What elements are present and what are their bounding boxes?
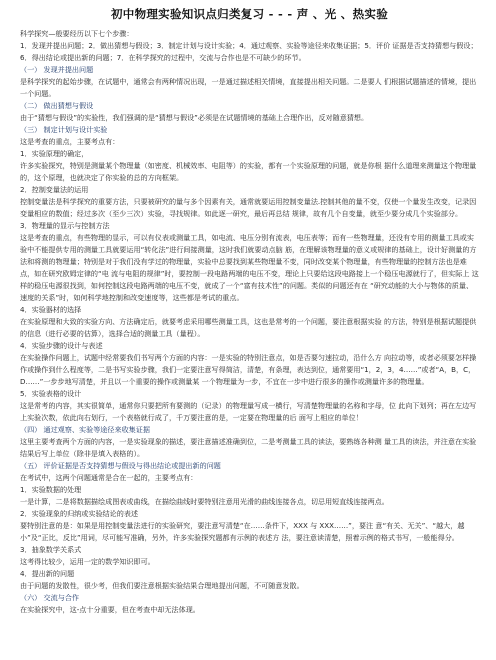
numbered-heading: 1．实验数据的处理 bbox=[20, 485, 82, 494]
document-title: 初中物理实验知识点归类复习 - - - 声 、光 、热实验 bbox=[110, 7, 389, 21]
document-body bbox=[20, 28, 479, 616]
paragraph: 这里主要考查两个方面的内容，一是实验现象的描述，要注意描述准确到位，二是考测量工具的读法，要熟练各种测 量工具的读法，并注意在实验结果后写上单位（除非是填入表格的）。 bbox=[20, 437, 477, 458]
paragraph: 控制变量法是科学探究的重要方法，只要被研究的量与多个因素有关，通常就要运用控制变量法.控制其他的量不变，仅使一个量发生改变，记录因变量相应的数值；经过多次（至少三次）实验，寻找规律。如此逐一研究，最后再总结 规律，故有几个自变量，就至少要分成几个实验部分。 bbox=[20, 197, 477, 218]
paragraph: 这是考查的重点，有些物理的显示，可以有仪表或测量工具，如电流、电压分别有流表，电压表等；而有一些物理量，还没有专用的测量工具或实验中不能提供专用的测量工具就要运用“转化法”进行间接测量，这时我们就要动点脑 筋，在理解该物理量的意义或规律的基础上，设计好测量的方法和将测的物理量；特别是对于我们没有学过的物理量，实验中总要找到某些物理量不变，同时改变某个物理量，有些物理量的控制方法也是难点，如在研究欧姆定律的“电 流与电阻的规律”时，要控制一段电路两端的电压不变，理论上只要给这段电路接上一个稳压电源就行了，但实际上 这样的稳压电源很找到，如何控制这段电路两端的电压不变，就成了一个“富有技术性”的问题。类似的问题还有在 “研究动能的大小与物体的质量、速度的关系”时，如何科学地控制和改变速度等，这些都是考试的重点。 bbox=[20, 233, 479, 302]
section-heading: （四） 通过观察、实验等途径来收集证据 bbox=[20, 425, 150, 434]
numbered-heading: 4．实验器材的选择 bbox=[20, 305, 82, 314]
paragraph: 在实验探究中，这-点十分重要，但在考查中却无法体现。 bbox=[20, 605, 200, 614]
section-heading: （五） 评价证据是否支持猜想与假设与得出结论或提出新的问题 bbox=[20, 461, 221, 470]
paragraph: 由于“猜想与假设”的实验性，我们强调的是“猜想与假设”必须是在试题情境的基础上合理作出，反对随意猜想。 bbox=[20, 113, 369, 122]
numbered-heading: 3．抽象数学关系式 bbox=[20, 545, 82, 554]
section-heading: （二） 做出猜想与假设 bbox=[20, 101, 94, 110]
numbered-heading: 4．提出新的问题 bbox=[20, 569, 75, 578]
section-heading: （一） 发现并提出问题 bbox=[20, 65, 94, 74]
numbered-heading: 5．实验表格的设计 bbox=[20, 389, 82, 398]
paragraph: 是科学探究的起始步骤，在试题中，通常会有两种情况出现，一是通过描述相关情境，直接提出相关问题。二是要人 们根据试题描述的情境，提出一个问题。 bbox=[20, 77, 477, 98]
numbered-heading: 1．实验原理的确定， bbox=[20, 149, 89, 158]
paragraph: 在考试中，这两个问题通常是合在一起的，主要考点有： bbox=[20, 473, 198, 482]
paragraph: 科学探究—般要经历以下七个步骤： bbox=[20, 29, 134, 38]
paragraph: 一是计算，二是将数据描绘成图表或曲线，在描绘曲线时要特别注意用光滑的曲线连接各点，切忌用短直线连接两点。 bbox=[20, 497, 389, 506]
paragraph: 这是考查的重点，主要考点有： bbox=[20, 137, 120, 146]
paragraph: 要特别注意的是：如果是用控制变量法进行的实验研究，要注意写清楚“在……条件下，XXX 与 XXX……”，要注 意“有关、无关”、“越大，越小”及“正比，反比”用词，尽可能写准确，另外，许多实验探究题都有示例的表述方 法，要注意读清楚，照着示例的格式书写，一般能得分。 bbox=[20, 521, 465, 542]
numbered-heading: 2．控制变量法的运用 bbox=[20, 185, 89, 194]
numbered-heading: 2．实验现象的归纳或实验结论的表述 bbox=[20, 509, 139, 518]
paragraph: 在实验操作问题上，试题中经常要我们书写两个方面的内容：一是实验的特别注意点，如是否要匀速拉动，沿什么方 向拉动等，或者必须要怎样操作或操作到什么程度等，二是书写实验步骤，我们一定要注意写得简洁，清楚，有条理，表达到位，通常要用“1，2，3，4……”或者“A，B，C，D……”一步步地写清楚，并且以一个重要的操作或测量某 一个物理量为一步，不宜在一步中进行很多的操作或测量许多的物理量。 bbox=[20, 353, 477, 386]
section-heading: （三） 制定计划与设计实验 bbox=[20, 125, 108, 134]
paragraph: 由于问题的发散性，很少考，但我们要注意根据实验结果合理地提出问题，不可随意发散。 bbox=[20, 581, 304, 590]
numbered-heading: 4．实验步骤的设计与表述 bbox=[20, 341, 103, 350]
paragraph: 1．发现并提出问题；2．做出猜想与假设；3．制定计划与设计实验；4．通过观察、实验等途径来收集证据；5．评价 证据是否支持猜想与假设；6．得出结论或提出新的问题；7．在科学探究的过程中，交流与合作也是不可缺少的环节。 bbox=[20, 41, 478, 62]
numbered-heading: 3．物理量的显示与控制方法 bbox=[20, 221, 110, 230]
paragraph: 这考得比较少，运用一定的数学知识即可。 bbox=[20, 557, 155, 566]
paragraph: 这是常考的内容，其实很简单，通常你只要把所有要测的（记录）的物理量写成一横行，写清楚物理量的名称和字母，位 此向下划列；再在左边写上实验次数，依此向右划行，一个表格就行成了，千万要注意的是，一定要在物理量的后 面写上相应的单位！ bbox=[20, 401, 477, 422]
paragraph: 许多实验探究，特别是测量某个物理量（如密度、机械效率、电阻等）的实验，都有一个实验原理的问题，就是你根 据什么道理来测量这个物理量的，这个原理，也就决定了你实验的总的方向框架。 bbox=[20, 161, 477, 182]
section-heading: （六） 交流与合作 bbox=[20, 593, 80, 602]
paragraph: 在实验原理和大致的实验方向、方法确定后，就要考虑采用哪些测量工具，这也是常考的一个问题，要注意根据实验 的方法，特别是根据试题提供的信息（进行必要的估算），选择合适的测量工具（量程）。 bbox=[20, 317, 477, 338]
